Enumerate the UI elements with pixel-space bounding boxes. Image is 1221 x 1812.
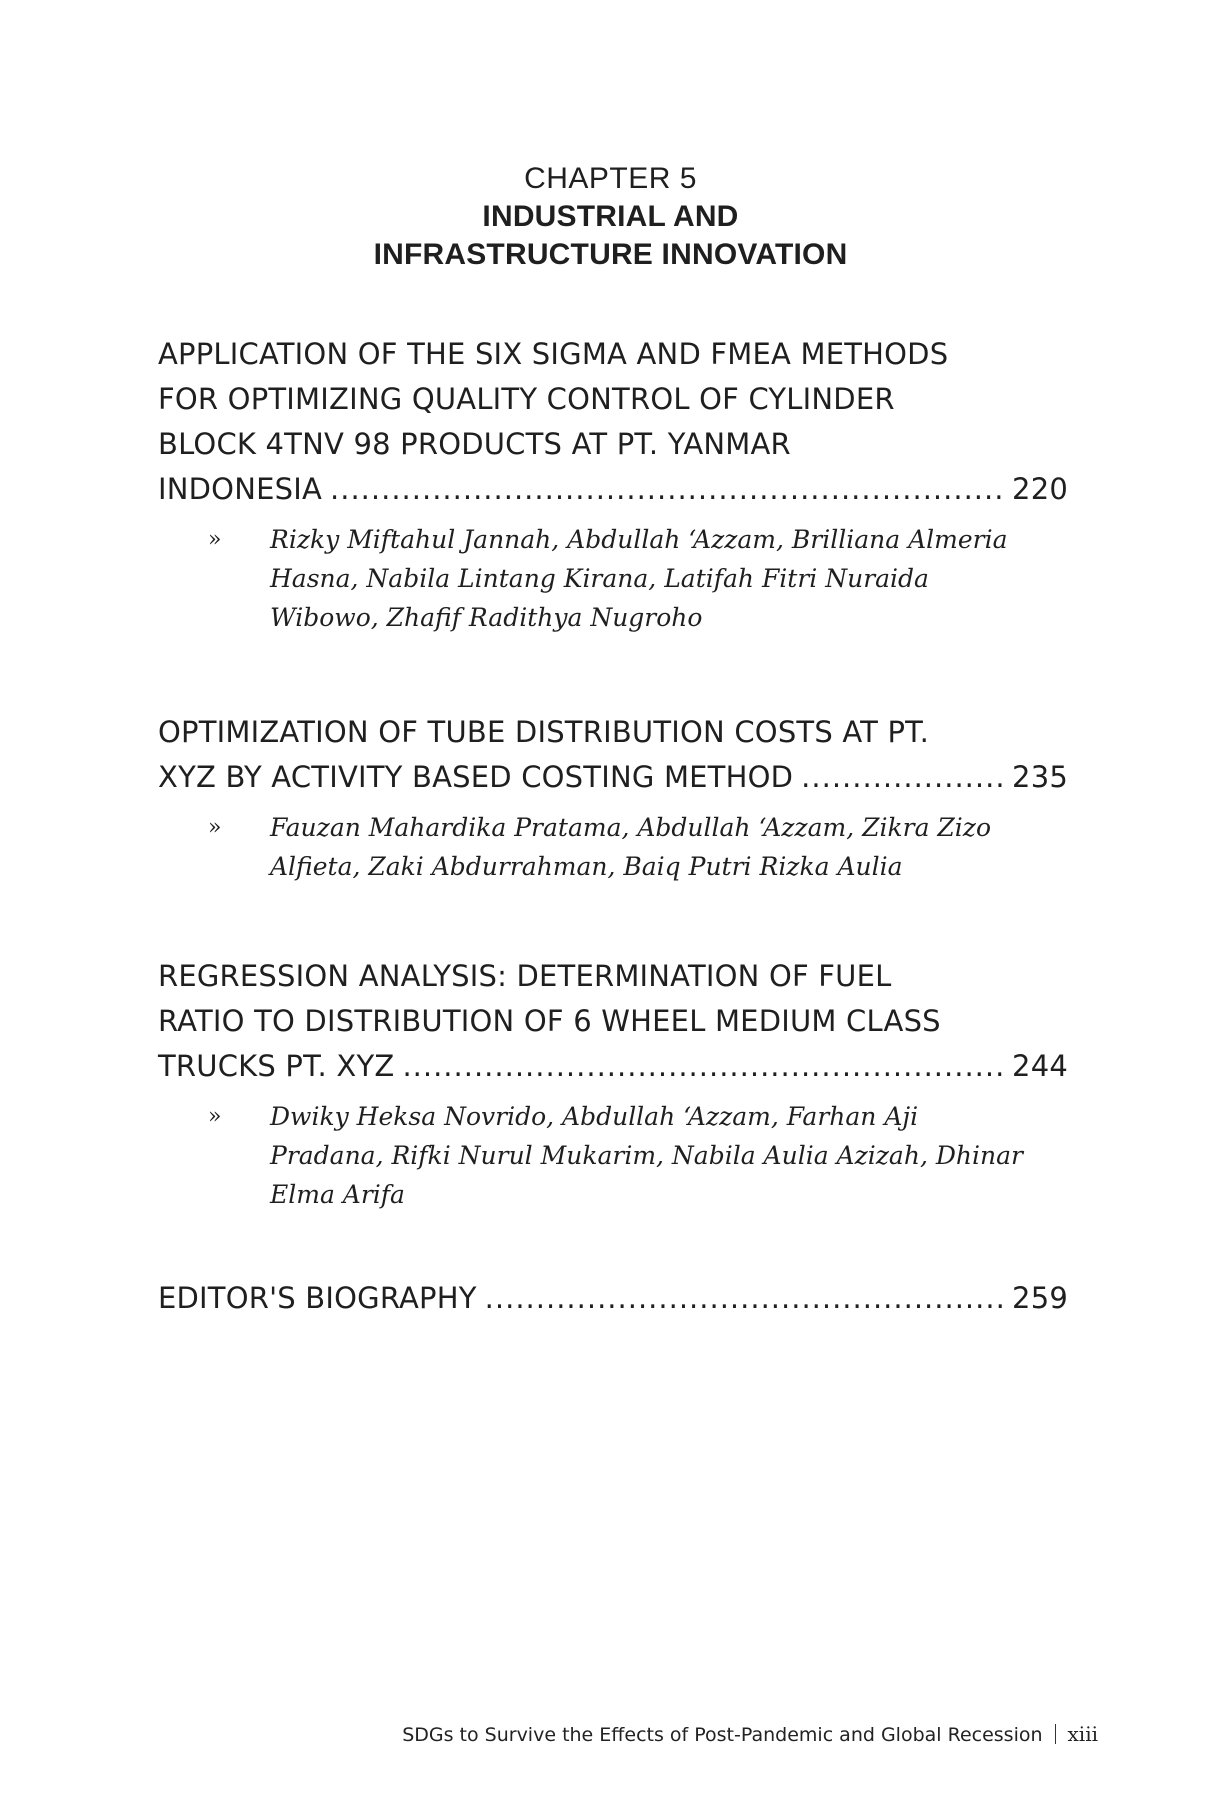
author-list xyxy=(158,520,1030,637)
toc-entry[interactable] xyxy=(158,332,1068,637)
title-line: RATIO TO DISTRIBUTION OF 6 WHEEL MEDIUM CLASS xyxy=(158,1004,941,1038)
author-list xyxy=(158,1097,1030,1214)
title-line: EDITOR'S BIOGRAPHY xyxy=(158,1281,477,1315)
authors-text: Dwiky Heksa Novrido, Abdullah ‘Azzam, Farhan Aji Pradana, Rifki Nurul Mukarim, Nabila Aulia Azizah, Dhinar Elma Arifa xyxy=(270,1102,1023,1209)
bullet-icon: » xyxy=(208,527,222,552)
title-line: XYZ BY ACTIVITY BASED COSTING METHOD xyxy=(158,760,794,794)
page-number[interactable]: 235 xyxy=(1012,760,1068,794)
chapter-title-line-1: INDUSTRIAL AND xyxy=(482,200,739,233)
title-line: OPTIMIZATION OF TUBE DISTRIBUTION COSTS AT PT. xyxy=(158,715,930,749)
footer-divider xyxy=(1055,1724,1056,1744)
page-number[interactable]: 220 xyxy=(1012,472,1068,506)
toc-entry[interactable] xyxy=(158,1276,1068,1321)
author-list xyxy=(158,808,1030,886)
title-line: APPLICATION OF THE SIX SIGMA AND FMEA METHODS xyxy=(158,337,949,371)
title-line: REGRESSION ANALYSIS: DETERMINATION OF FUEL xyxy=(158,959,892,993)
toc-entry-title[interactable] xyxy=(158,1276,1068,1321)
page-folio: xiii xyxy=(1067,1722,1098,1746)
toc-entry-title[interactable] xyxy=(158,954,1068,1089)
page-number[interactable]: 244 xyxy=(1012,1049,1068,1083)
title-line: INDONESIA xyxy=(158,472,323,506)
dot-leader xyxy=(330,467,1006,512)
toc-entry-title[interactable] xyxy=(158,710,1068,800)
toc-entry[interactable] xyxy=(158,710,1068,886)
toc-entry-title[interactable] xyxy=(158,332,1068,512)
title-leader-line xyxy=(158,755,1068,800)
dot-leader xyxy=(485,1276,1006,1321)
title-leader-line xyxy=(158,467,1068,512)
authors-text: Rizky Miftahul Jannah, Abdullah ‘Azzam, Brilliana Almeria Hasna, Nabila Lintang Kirana, Latifah Fitri Nuraida Wibowo, Zhafif Radithya Nugroho xyxy=(270,525,1008,632)
dot-leader xyxy=(801,755,1006,800)
page-number[interactable]: 259 xyxy=(1012,1281,1068,1315)
chapter-title-line-2: INFRASTRUCTURE INNOVATION xyxy=(373,238,848,271)
dot-leader xyxy=(402,1044,1006,1089)
toc-entry[interactable] xyxy=(158,954,1068,1214)
title-leader-line xyxy=(158,1044,1068,1089)
bullet-icon: » xyxy=(208,1104,222,1129)
chapter-number: CHAPTER 5 xyxy=(524,162,697,195)
title-line: TRUCKS PT. XYZ xyxy=(158,1049,395,1083)
chapter-heading xyxy=(0,160,1221,274)
title-line: BLOCK 4TNV 98 PRODUCTS AT PT. YANMAR xyxy=(158,427,791,461)
running-title: SDGs to Survive the Effects of Post-Pandemic and Global Recession xyxy=(402,1724,1043,1746)
title-leader-line xyxy=(158,1276,1068,1321)
title-line: FOR OPTIMIZING QUALITY CONTROL OF CYLINDER xyxy=(158,382,895,416)
page-footer xyxy=(0,1722,1098,1746)
bullet-icon: » xyxy=(208,815,222,840)
authors-text: Fauzan Mahardika Pratama, Abdullah ‘Azzam, Zikra Zizo Alfieta, Zaki Abdurrahman, Baiq Putri Rizka Aulia xyxy=(270,813,992,881)
